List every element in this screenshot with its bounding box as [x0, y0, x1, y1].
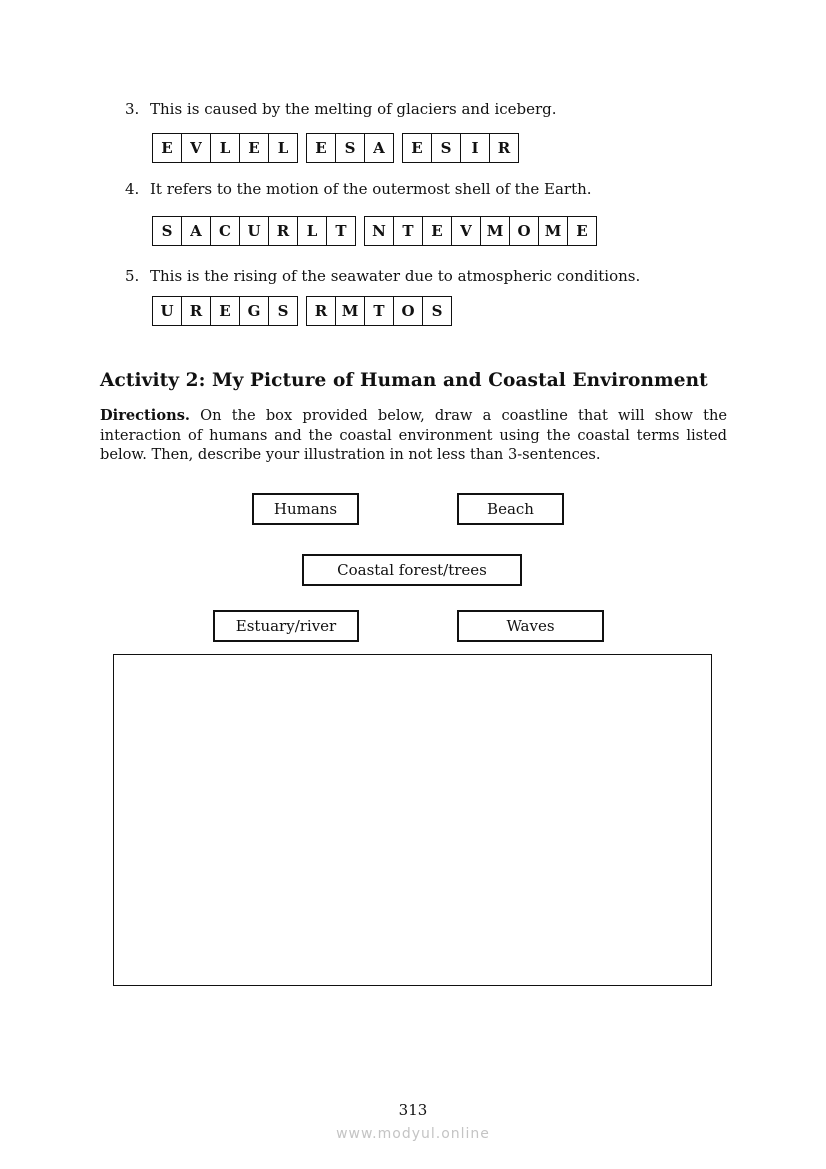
- letter-box: E: [152, 133, 182, 163]
- letter-box: T: [326, 216, 356, 246]
- letter-box: V: [451, 216, 481, 246]
- letter-box: M: [480, 216, 510, 246]
- letter-box: L: [297, 216, 327, 246]
- question-number: 3.: [125, 100, 140, 118]
- term-coastal-forest: Coastal forest/trees: [302, 554, 522, 586]
- letter-box: E: [210, 296, 240, 326]
- watermark: www.modyul.online: [336, 1126, 490, 1142]
- letter-box: T: [393, 216, 423, 246]
- question-text: This is the rising of the seawater due to atmospheric conditions.: [150, 267, 641, 285]
- scrambled-word: [306, 133, 394, 163]
- letter-box: M: [538, 216, 568, 246]
- letter-box: V: [181, 133, 211, 163]
- letter-box: L: [268, 133, 298, 163]
- letter-box: R: [181, 296, 211, 326]
- letter-box: E: [567, 216, 597, 246]
- scrambled-answer-3: [152, 133, 519, 163]
- letter-box: R: [268, 216, 298, 246]
- letter-box: U: [152, 296, 182, 326]
- question-text: It refers to the motion of the outermost shell of the Earth.: [150, 180, 592, 198]
- scrambled-word: [152, 133, 298, 163]
- scrambled-word: [364, 216, 597, 246]
- letter-box: R: [489, 133, 519, 163]
- letter-box: T: [364, 296, 394, 326]
- letter-box: M: [335, 296, 365, 326]
- question-number: 5.: [125, 267, 140, 285]
- letter-box: A: [181, 216, 211, 246]
- term-humans: Humans: [252, 493, 359, 525]
- letter-box: S: [431, 133, 461, 163]
- question-text: This is caused by the melting of glaciers and iceberg.: [150, 100, 557, 118]
- letter-box: A: [364, 133, 394, 163]
- letter-box: O: [393, 296, 423, 326]
- scrambled-word: [402, 133, 519, 163]
- letter-box: R: [306, 296, 336, 326]
- letter-box: E: [239, 133, 269, 163]
- question-5: [125, 266, 640, 286]
- term-estuary: Estuary/river: [213, 610, 359, 642]
- letter-box: L: [210, 133, 240, 163]
- directions-text: On the box provided below, draw a coastline that will show the interaction of humans and the coastal environment using the coastal terms listed below. Then, describe your illustration in not less than 3-sentences.: [100, 407, 727, 463]
- letter-box: G: [239, 296, 269, 326]
- scrambled-word: [306, 296, 452, 326]
- letter-box: O: [509, 216, 539, 246]
- page-number: 313: [398, 1101, 428, 1119]
- letter-box: N: [364, 216, 394, 246]
- question-3: [125, 99, 557, 119]
- term-beach: Beach: [457, 493, 564, 525]
- letter-box: S: [152, 216, 182, 246]
- term-waves: Waves: [457, 610, 604, 642]
- scrambled-word: [152, 296, 298, 326]
- question-4: [125, 179, 592, 199]
- letter-box: U: [239, 216, 269, 246]
- scrambled-answer-5: [152, 296, 452, 326]
- letter-box: S: [335, 133, 365, 163]
- scrambled-word: [152, 216, 356, 246]
- letter-box: C: [210, 216, 240, 246]
- activity-title: Activity 2: My Picture of Human and Coastal Environment: [100, 370, 708, 391]
- letter-box: S: [422, 296, 452, 326]
- drawing-area[interactable]: [113, 654, 712, 986]
- question-number: 4.: [125, 180, 140, 198]
- letter-box: E: [402, 133, 432, 163]
- letter-box: I: [460, 133, 490, 163]
- letter-box: E: [306, 133, 336, 163]
- letter-box: S: [268, 296, 298, 326]
- directions-paragraph: [100, 406, 727, 465]
- letter-box: E: [422, 216, 452, 246]
- directions-label: Directions.: [100, 407, 190, 424]
- scrambled-answer-4: [152, 216, 597, 246]
